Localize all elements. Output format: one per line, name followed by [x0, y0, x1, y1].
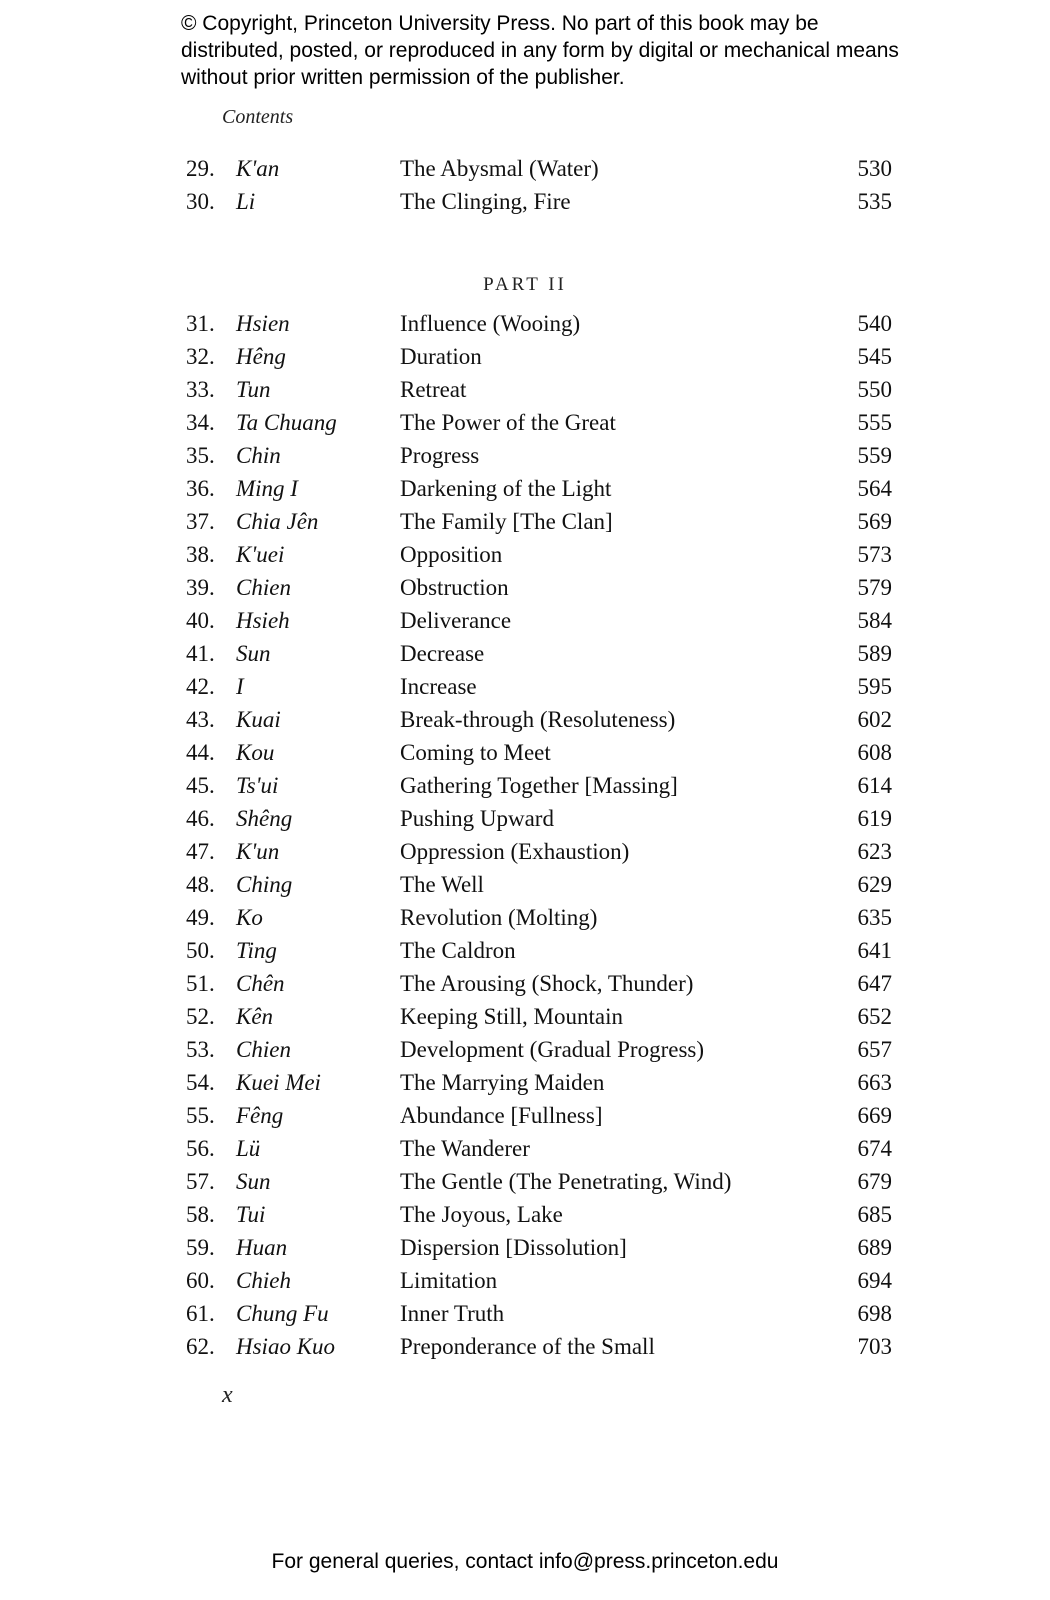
- toc-entry: [186, 152, 892, 185]
- toc-entry-num: 31.: [186, 311, 215, 336]
- toc-entry-name: Huan: [236, 1235, 288, 1260]
- toc-entry-name: K'an: [236, 156, 280, 181]
- toc-entry-page: 647: [857, 971, 892, 996]
- toc-entry-title: Development (Gradual Progress): [400, 1037, 705, 1062]
- toc-entry: [186, 406, 892, 439]
- toc-entry: [186, 307, 892, 340]
- toc-entry-name: Tun: [236, 377, 271, 402]
- toc-entry-num: 44.: [186, 740, 215, 765]
- toc-entry-name: Hsien: [236, 311, 290, 336]
- toc-entry-title: The Family [The Clan]: [400, 509, 613, 534]
- toc-entry-title: The Marrying Maiden: [400, 1070, 605, 1095]
- toc-entry-title: Duration: [400, 344, 482, 369]
- toc-entry-title: The Arousing (Shock, Thunder): [400, 971, 694, 996]
- copyright-notice: © Copyright, Princeton University Press. No part of this book may be distributed, posted, or reproduced in any form by digital or mechanical means without prior written permission of the publisher.: [181, 12, 899, 89]
- toc-entry-name: Ts'ui: [236, 773, 279, 798]
- toc-entry: [186, 373, 892, 406]
- toc-entry-page: 555: [857, 410, 892, 435]
- toc-entry-name: Kên: [236, 1004, 274, 1029]
- toc-entry: [186, 472, 892, 505]
- toc-entry-title: Keeping Still, Mountain: [400, 1004, 623, 1029]
- toc-entry-page: 694: [857, 1268, 892, 1293]
- toc-entry-num: 42.: [186, 674, 215, 699]
- toc-entry-page: 535: [857, 189, 892, 214]
- toc-entry-name: Hsieh: [236, 608, 290, 633]
- toc-entry-title: Obstruction: [400, 575, 509, 600]
- toc-entry-title: Coming to Meet: [400, 740, 551, 765]
- toc-entry-name: Fêng: [236, 1103, 284, 1128]
- toc-entry: [186, 604, 892, 637]
- page-number: x: [222, 1382, 233, 1408]
- part-heading: PART II: [483, 274, 567, 295]
- toc-entry-num: 52.: [186, 1004, 215, 1029]
- toc-entry-name: Kuei Mei: [236, 1070, 321, 1095]
- toc-entry-page: 530: [857, 156, 892, 181]
- toc-entry: [186, 1033, 892, 1066]
- toc-entry-name: K'un: [236, 839, 280, 864]
- toc-entry-title: Break-through (Resoluteness): [400, 707, 676, 732]
- toc-entry-title: Inner Truth: [400, 1301, 505, 1326]
- toc-entry-page: 602: [857, 707, 892, 732]
- toc-entry-title: Preponderance of the Small: [400, 1334, 655, 1359]
- toc-entry: [186, 340, 892, 373]
- toc-entry-name: Li: [236, 189, 256, 214]
- toc-entry-page: 698: [857, 1301, 892, 1326]
- toc-entry-title: Deliverance: [400, 608, 512, 633]
- running-header: Contents: [222, 106, 294, 128]
- toc-entry-page: 595: [857, 674, 892, 699]
- toc-entry: [186, 703, 892, 736]
- toc-entry-title: Pushing Upward: [400, 806, 554, 831]
- toc-entry-page: 614: [857, 773, 892, 798]
- toc-entry-num: 58.: [186, 1202, 215, 1227]
- toc-entry-page: 619: [857, 806, 892, 831]
- toc-entry-name: Kou: [236, 740, 275, 765]
- toc-entry-title: Revolution (Molting): [400, 905, 598, 930]
- toc-entry-num: 61.: [186, 1301, 215, 1326]
- toc-entry: [186, 185, 892, 218]
- toc-entry-page: 545: [857, 344, 892, 369]
- toc-entry-num: 33.: [186, 377, 215, 402]
- toc-entry-num: 30.: [186, 189, 215, 214]
- toc-entry-page: 559: [857, 443, 892, 468]
- toc-entry-num: 47.: [186, 839, 215, 864]
- toc-entry-num: 57.: [186, 1169, 215, 1194]
- toc-entry-name: Ming I: [236, 476, 298, 501]
- toc-entry-title: Influence (Wooing): [400, 311, 581, 336]
- toc-entry: [186, 1330, 892, 1363]
- toc-entry-name: K'uei: [236, 542, 285, 567]
- toc-entry-num: 49.: [186, 905, 215, 930]
- toc-entry-name: Chên: [236, 971, 285, 996]
- toc-entry: [186, 538, 892, 571]
- toc-entry-title: The Well: [400, 872, 484, 897]
- toc-entry-title: The Wanderer: [400, 1136, 530, 1161]
- toc-entry-page: 623: [857, 839, 892, 864]
- toc-entry-page: 657: [857, 1037, 892, 1062]
- toc-entry-num: 53.: [186, 1037, 215, 1062]
- toc-entry-num: 38.: [186, 542, 215, 567]
- toc-entry-num: 39.: [186, 575, 215, 600]
- toc-entry-page: 573: [857, 542, 892, 567]
- toc-entry-title: The Power of the Great: [400, 410, 616, 435]
- toc-entry-title: The Abysmal (Water): [400, 156, 599, 181]
- toc-entry-page: 569: [857, 509, 892, 534]
- toc-entry-name: Tui: [236, 1202, 266, 1227]
- toc-entry-page: 641: [857, 938, 892, 963]
- toc-entry-num: 50.: [186, 938, 215, 963]
- toc-entry-name: Chung Fu: [236, 1301, 329, 1326]
- toc-entry-title: Limitation: [400, 1268, 498, 1293]
- toc-entry-page: 652: [857, 1004, 892, 1029]
- toc-entry-title: The Gentle (The Penetrating, Wind): [400, 1169, 732, 1194]
- toc-entry-name: Lü: [236, 1136, 261, 1161]
- toc-entry-num: 54.: [186, 1070, 215, 1095]
- toc-entry-name: Sun: [236, 641, 271, 666]
- toc-entry-name: Chien: [236, 1037, 291, 1062]
- toc-entry-num: 36.: [186, 476, 215, 501]
- toc-entry-page: 584: [857, 608, 892, 633]
- toc-entry-title: The Clinging, Fire: [400, 189, 571, 214]
- toc-entry-num: 32.: [186, 344, 215, 369]
- toc-entry-page: 579: [857, 575, 892, 600]
- toc-entry: [186, 1165, 892, 1198]
- toc-entry-num: 45.: [186, 773, 215, 798]
- toc-entry: [186, 1198, 892, 1231]
- toc-entry: [186, 868, 892, 901]
- toc-entry-page: 703: [857, 1334, 892, 1359]
- toc-entry: [186, 1066, 892, 1099]
- toc-entry: [186, 1099, 892, 1132]
- toc-entry-title: Darkening of the Light: [400, 476, 612, 501]
- toc-entry-name: Sun: [236, 1169, 271, 1194]
- toc-entry-num: 40.: [186, 608, 215, 633]
- toc-entry-name: Shêng: [236, 806, 293, 831]
- toc-entry-name: Ta Chuang: [236, 410, 337, 435]
- toc-entry: [186, 802, 892, 835]
- toc-entry-page: 564: [857, 476, 892, 501]
- toc-entry-title: The Caldron: [400, 938, 516, 963]
- toc-entry-num: 62.: [186, 1334, 215, 1359]
- toc-part2-list: [186, 307, 892, 1363]
- footer-contact: For general queries, contact info@press.princeton.edu: [271, 1550, 779, 1573]
- toc-entry: [186, 571, 892, 604]
- toc-entry-name: Kuai: [236, 707, 281, 732]
- toc-entry-num: 35.: [186, 443, 215, 468]
- toc-entry-title: Abundance [Fullness]: [400, 1103, 603, 1128]
- toc-entry-page: 679: [857, 1169, 892, 1194]
- toc-entry-name: Chia Jên: [236, 509, 319, 534]
- toc-entry-name: Hêng: [236, 344, 286, 369]
- toc-entry-page: 689: [857, 1235, 892, 1260]
- toc-entry-num: 46.: [186, 806, 215, 831]
- toc-entry: [186, 1231, 892, 1264]
- toc-entry-title: Dispersion [Dissolution]: [400, 1235, 627, 1260]
- toc-entry-name: Ting: [236, 938, 277, 963]
- toc-entry-num: 55.: [186, 1103, 215, 1128]
- toc-entry-num: 34.: [186, 410, 215, 435]
- toc-entry-num: 43.: [186, 707, 215, 732]
- toc-entry: [186, 901, 892, 934]
- toc-part1-list: [186, 152, 892, 218]
- toc-entry-name: I: [236, 674, 244, 699]
- toc-entry: [186, 637, 892, 670]
- toc-entry-name: Chieh: [236, 1268, 291, 1293]
- toc-entry: [186, 439, 892, 472]
- toc-entry-page: 663: [857, 1070, 892, 1095]
- toc-entry-num: 37.: [186, 509, 215, 534]
- toc-entry-title: Increase: [400, 674, 477, 699]
- toc-entry-title: Opposition: [400, 542, 503, 567]
- toc-entry-num: 60.: [186, 1268, 215, 1293]
- toc-entry: [186, 769, 892, 802]
- toc-entry-page: 669: [857, 1103, 892, 1128]
- toc-entry-num: 59.: [186, 1235, 215, 1260]
- toc-entry-title: Retreat: [400, 377, 467, 402]
- toc-entry-page: 685: [857, 1202, 892, 1227]
- toc-entry-title: Decrease: [400, 641, 485, 666]
- toc-entry-title: Progress: [400, 443, 480, 468]
- toc-entry: [186, 736, 892, 769]
- toc-entry-name: Hsiao Kuo: [236, 1334, 336, 1359]
- toc-entry: [186, 967, 892, 1000]
- toc-entry-num: 29.: [186, 156, 215, 181]
- toc-entry: [186, 1132, 892, 1165]
- toc-entry: [186, 835, 892, 868]
- toc-entry: [186, 1297, 892, 1330]
- toc-entry-page: 608: [857, 740, 892, 765]
- toc-entry-name: Chien: [236, 575, 291, 600]
- toc-entry-name: Ko: [236, 905, 263, 930]
- toc-entry-num: 48.: [186, 872, 215, 897]
- toc-entry-page: 540: [857, 311, 892, 336]
- toc-entry-title: Oppression (Exhaustion): [400, 839, 630, 864]
- toc-entry: [186, 1000, 892, 1033]
- toc-entry-num: 41.: [186, 641, 215, 666]
- toc-entry-title: Gathering Together [Massing]: [400, 773, 678, 798]
- toc-entry-name: Chin: [236, 443, 281, 468]
- toc-entry-title: The Joyous, Lake: [400, 1202, 563, 1227]
- toc-entry-name: Ching: [236, 872, 293, 897]
- toc-entry: [186, 1264, 892, 1297]
- toc-entry-page: 635: [857, 905, 892, 930]
- toc-entry-page: 674: [857, 1136, 892, 1161]
- toc-entry-page: 629: [857, 872, 892, 897]
- toc-entry: [186, 670, 892, 703]
- toc-entry-page: 589: [857, 641, 892, 666]
- toc-entry: [186, 934, 892, 967]
- toc-entry-num: 51.: [186, 971, 215, 996]
- toc-entry-page: 550: [857, 377, 892, 402]
- toc-entry-num: 56.: [186, 1136, 215, 1161]
- toc-entry: [186, 505, 892, 538]
